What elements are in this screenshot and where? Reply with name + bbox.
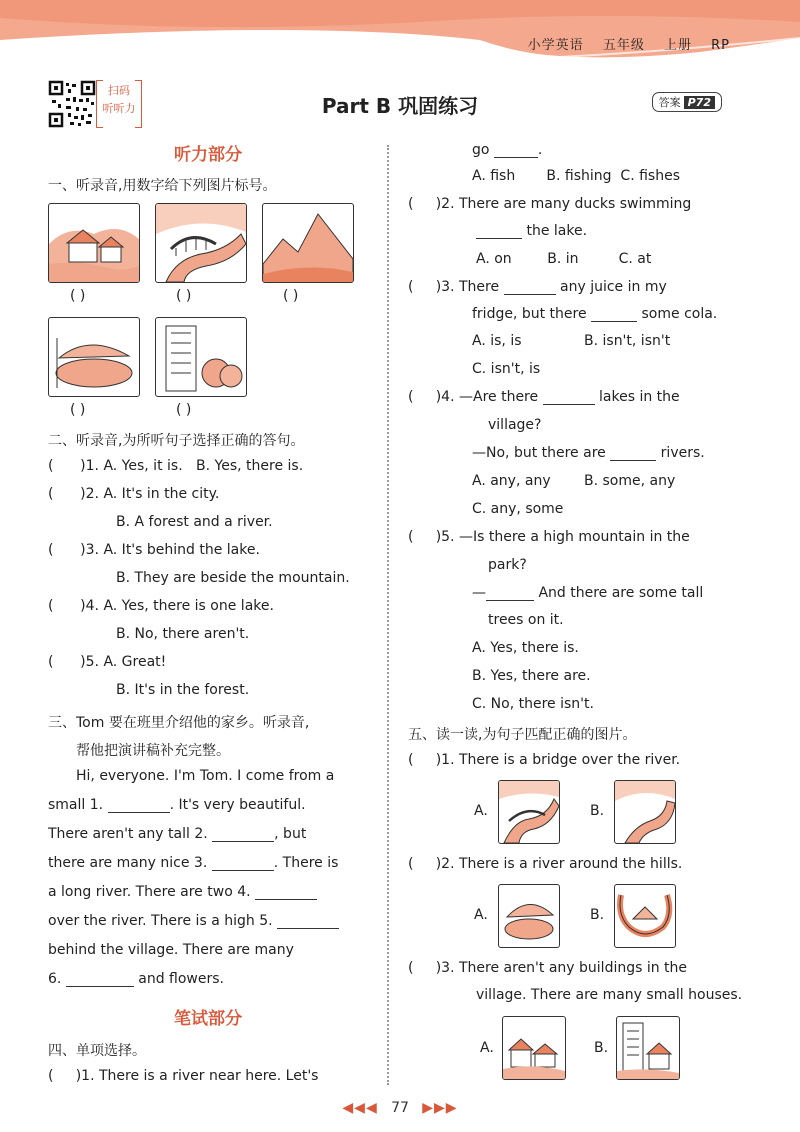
option-b: B. fishing <box>546 168 612 184</box>
s4-q4-text: lakes in the <box>599 389 680 405</box>
s4-q5-line3 <box>472 585 703 601</box>
s2-q2-a: A. It's in the city. <box>103 486 220 502</box>
s4-q5-option-a: A. Yes, there is. <box>472 640 579 656</box>
passage-line-5 <box>48 884 317 900</box>
s5-q3-b-label: B. <box>594 1040 609 1056</box>
s5-q1: ( )1. There is a bridge over the river. <box>408 752 681 768</box>
blank-1[interactable] <box>108 812 170 813</box>
s4-q1-text: go <box>472 142 490 158</box>
s4-q2-options <box>476 251 651 267</box>
passage-text: . There is <box>273 855 339 871</box>
passage-text: small 1. <box>48 797 104 813</box>
blank-3[interactable] <box>212 870 274 871</box>
section-5-heading: 五、读一读,为句子匹配正确的图片。 <box>408 727 637 743</box>
s2-q4: ( )4. A. Yes, there is one lake. <box>48 598 274 614</box>
passage-line-1: Hi, everyone. I'm Tom. I come from a <box>76 768 335 784</box>
answer-paren-4[interactable]: ( ) <box>70 402 86 418</box>
bridge-river-picture[interactable] <box>498 780 560 844</box>
s4-q4-line2: village? <box>488 417 542 433</box>
listen-text: 听听力 <box>102 102 136 115</box>
s2-q4-a: A. Yes, there is one lake. <box>103 598 274 614</box>
s2-q1: ( )1. A. Yes, it is. B. Yes, there is. <box>48 458 304 474</box>
passage-text: , but <box>274 826 307 842</box>
next-page-arrows[interactable]: ▶▶▶ <box>422 1100 458 1116</box>
s5-q3-text: )3. There aren't any buildings in the <box>435 960 688 976</box>
s2-q3: ( )3. A. It's behind the lake. <box>48 542 260 558</box>
river-around-hills-picture[interactable] <box>614 884 676 948</box>
passage-text: . It's very beautiful. <box>169 797 306 813</box>
s4-q5-option-b: B. Yes, there are. <box>472 668 591 684</box>
passage-text: There aren't any tall 2. <box>48 826 208 842</box>
s4-q3-text: )3. There <box>435 279 500 295</box>
s4-q4-line1: ( )4. —Are there lakes in the <box>408 389 680 405</box>
s2-q3-num: )3. <box>80 542 99 558</box>
s5-q2-a-label: A. <box>474 907 488 923</box>
s4-q5-line1: ( )5. —Is there a high mountain in the <box>408 529 690 545</box>
answer-paren-2[interactable]: ( ) <box>176 288 192 304</box>
s5-q2: ( )2. There is a river around the hills. <box>408 856 683 872</box>
scan-text: 扫码 <box>108 84 130 97</box>
answer-label: 答案 <box>658 96 681 109</box>
answer-page: P72 <box>684 96 715 109</box>
s4-q3-line2 <box>472 306 717 322</box>
edition-label: RP <box>711 38 730 53</box>
blank-s4-q5[interactable] <box>486 600 534 601</box>
s5-q2-b-label: B. <box>590 907 605 923</box>
blank-s4-q3a[interactable] <box>504 294 556 295</box>
s4-q5-option-c: C. No, there isn't. <box>472 696 594 712</box>
village-houses-picture <box>48 203 140 283</box>
s4-q3-text: some cola. <box>641 306 718 322</box>
blank-s4-q4b[interactable] <box>610 460 656 461</box>
buildings-houses-picture[interactable] <box>616 1016 680 1080</box>
page-title: Part B 巩固练习 <box>321 94 479 118</box>
passage-line-8 <box>48 971 224 987</box>
written-section-title: 笔试部分 <box>174 1009 242 1029</box>
s2-q2: ( )2. A. It's in the city. <box>48 486 220 502</box>
passage-line-6 <box>48 913 339 929</box>
s4-q2-text: the lake. <box>526 223 588 239</box>
subject-label: 小学英语 <box>527 38 584 53</box>
blank-6[interactable] <box>66 986 134 987</box>
blank-s4-q4a[interactable] <box>543 404 595 405</box>
option-a: A. fish <box>472 168 516 184</box>
s4-q3-options-2: B. isn't, isn't <box>584 333 671 349</box>
tall-buildings-picture <box>155 317 247 397</box>
passage-text: and flowers. <box>133 971 224 987</box>
page-footer <box>0 1100 800 1116</box>
s4-q1-options <box>472 168 680 184</box>
answer-paren-5[interactable]: ( ) <box>176 402 192 418</box>
s4-q5-line2: park? <box>488 557 527 573</box>
volume-label: 上册 <box>663 38 692 53</box>
s4-q4-text: )4. —Are there <box>435 389 539 405</box>
option-c: C. fishes <box>620 168 680 184</box>
s2-q2-num: )2. <box>80 486 99 502</box>
answer-paren-3[interactable]: ( ) <box>283 288 299 304</box>
page-number: 77 <box>391 1100 409 1116</box>
blank-4[interactable] <box>255 899 317 900</box>
option-b: B. in <box>547 251 579 267</box>
s4-q3-line1: ( )3. There any juice in my <box>408 279 667 295</box>
section-2-heading: 二、听录音,为所听句子选择正确的答句。 <box>48 433 305 449</box>
s4-q1-line1: ( )1. There is a river near here. Let's <box>48 1068 319 1084</box>
s5-q2-text: )2. There is a river around the hills. <box>435 856 683 872</box>
s5-q1-b-label: B. <box>590 803 605 819</box>
bridge-picture <box>155 203 247 283</box>
hill-lake-picture[interactable] <box>498 884 560 948</box>
lake-picture <box>48 317 140 397</box>
blank-5[interactable] <box>277 928 339 929</box>
blank-s4-q1[interactable] <box>494 157 538 158</box>
option-c: C. at <box>618 251 652 267</box>
s2-q5-a: A. Great! <box>103 654 167 670</box>
s5-q1-text: )1. There is a bridge over the river. <box>435 752 681 768</box>
column-divider <box>387 145 389 1085</box>
river-picture[interactable] <box>614 780 676 844</box>
s2-q5-b: B. It's in the forest. <box>116 682 250 698</box>
s4-q4-text: —No, but there are <box>472 445 606 461</box>
s2-q4-num: )4. <box>80 598 99 614</box>
passage-line-7: behind the village. There are many <box>48 942 294 958</box>
s4-q1-line2: go . <box>472 142 543 158</box>
answer-paren-1[interactable]: ( ) <box>70 288 86 304</box>
s2-q1-num: )1. <box>80 458 99 474</box>
listening-section-title: 听力部分 <box>174 145 242 165</box>
passage-line-2 <box>48 797 306 813</box>
s2-q5: ( )5. A. Great! <box>48 654 167 670</box>
s4-q4-text: rivers. <box>660 445 705 461</box>
section-4-heading: 四、单项选择。 <box>48 1043 146 1059</box>
s4-q4-option-b: B. some, any <box>584 473 676 489</box>
s4-q1-text: )1. There is a river near here. Let's <box>75 1068 319 1084</box>
header-info <box>514 34 730 53</box>
small-houses-picture[interactable] <box>502 1016 566 1080</box>
passage-line-3 <box>48 826 306 842</box>
blank-2[interactable] <box>212 841 274 842</box>
passage-text: over the river. There is a high 5. <box>48 913 273 929</box>
s4-q5-text: — <box>472 585 486 601</box>
s4-q4-line3 <box>472 445 705 461</box>
s4-q3-option-c: C. isn't, is <box>472 361 541 377</box>
blank-s4-q2[interactable] <box>476 238 522 239</box>
s2-q2-b: B. A forest and a river. <box>116 514 273 530</box>
passage-text: 6. <box>48 971 62 987</box>
s4-q5-text: And there are some tall <box>538 585 704 601</box>
s4-q3-text: any juice in my <box>560 279 667 295</box>
grade-label: 五年级 <box>602 38 645 53</box>
s4-q3-options-1 <box>472 333 522 349</box>
s2-q5-num: )5. <box>80 654 99 670</box>
option-a: A. on <box>476 251 512 267</box>
s4-q2-text: )2. There are many ducks swimming <box>435 196 692 212</box>
s5-q1-a-label: A. <box>474 803 488 819</box>
s2-q4-b: B. No, there aren't. <box>116 626 250 642</box>
s4-q3-text: fridge, but there <box>472 306 587 322</box>
s2-q3-b: B. They are beside the mountain. <box>116 570 350 586</box>
section-1-heading: 一、听录音,用数字给下列图片标号。 <box>48 178 277 194</box>
passage-text: a long river. There are two 4. <box>48 884 251 900</box>
s5-q3-a-label: A. <box>480 1040 494 1056</box>
s4-q5-line4: trees on it. <box>488 612 564 628</box>
s2-q1-b: B. Yes, there is. <box>196 458 304 474</box>
mountains-picture <box>262 203 354 283</box>
s4-q2-line1: ( )2. There are many ducks swimming <box>408 196 692 212</box>
answer-page-tag[interactable] <box>652 92 722 112</box>
s4-q4-options-1 <box>472 473 551 489</box>
s5-q3-line2: village. There are many small houses. <box>476 987 743 1003</box>
section-3-heading-2: 帮他把演讲稿补充完整。 <box>76 743 230 759</box>
prev-page-arrows[interactable]: ◀◀◀ <box>342 1100 378 1116</box>
s4-q5-text: )5. —Is there a high mountain in the <box>435 529 690 545</box>
passage-text: there are many nice 3. <box>48 855 208 871</box>
s5-q3: ( )3. There aren't any buildings in the <box>408 960 688 976</box>
option-a: A. is, is <box>472 333 522 349</box>
s2-q1-a: A. Yes, it is. <box>103 458 183 474</box>
blank-s4-q3b[interactable] <box>591 321 637 322</box>
s2-q3-a: A. It's behind the lake. <box>103 542 260 558</box>
s4-q4-option-c: C. any, some <box>472 501 564 517</box>
section-3-heading-1: 三、Tom 要在班里介绍他的家乡。听录音, <box>48 715 310 731</box>
passage-line-4 <box>48 855 338 871</box>
s4-q2-line2 <box>476 223 587 239</box>
option-a: A. any, any <box>472 473 551 489</box>
